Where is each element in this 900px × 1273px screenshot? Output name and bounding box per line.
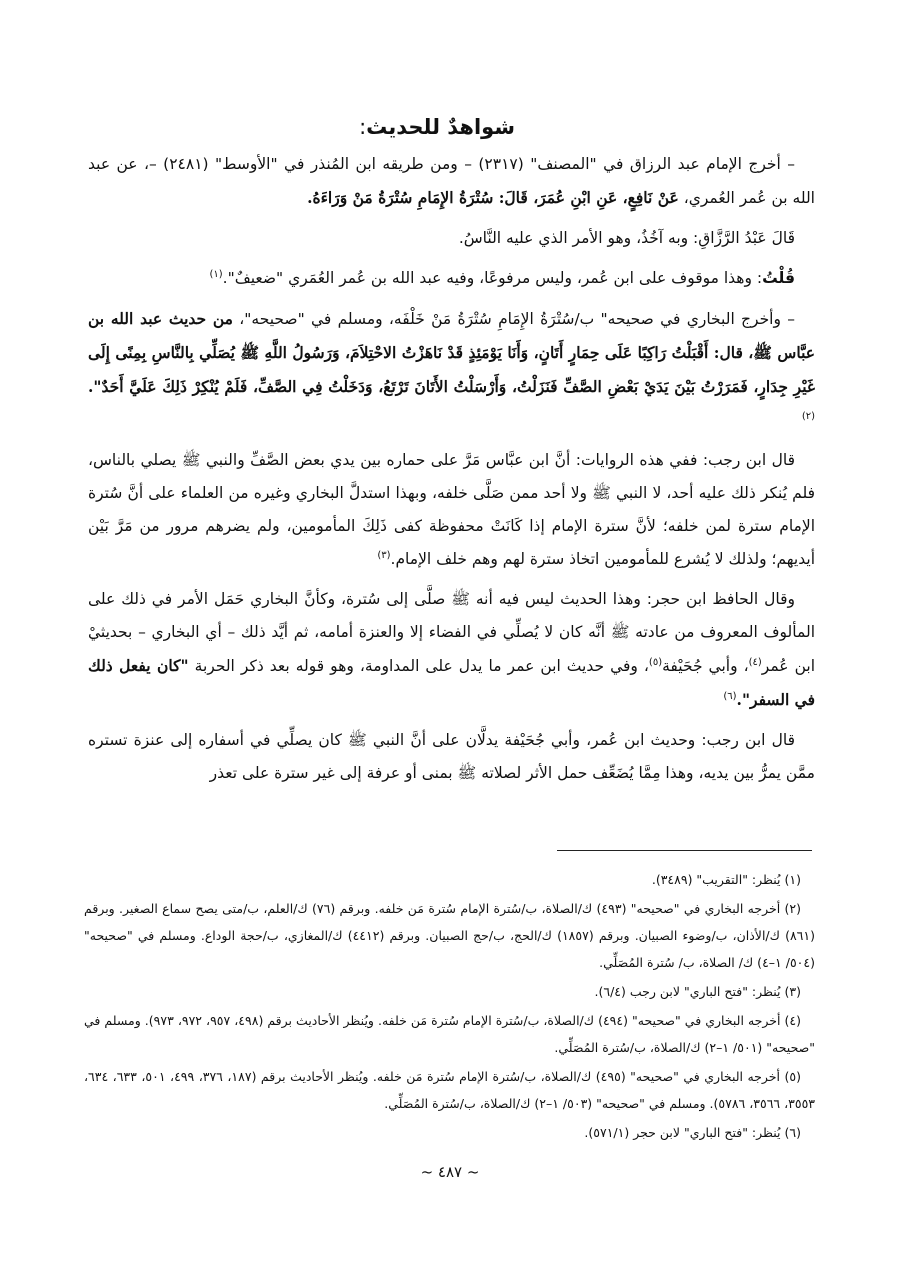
- paragraph-3-text: : وهذا موقوف على ابن عُمر، وليس مرفوعًا، وفيه عبد الله بن عُمر العُمَري "ضعيفٌ".: [222, 269, 763, 287]
- footnote-6: (٦) يُنظر: "فتح الباري" لابن حجر (٥٧١/١).: [584, 1125, 801, 1140]
- footnote-ref-6[interactable]: (٦): [723, 690, 737, 702]
- footnote-4: (٤) أخرجه البخاري في "صحيحه" (٤٩٤) ك/الصلاة، ب/سُترة الإمام سُترة مَن خلفه. ويُنظر الأحاديث برقم (٤٩٨، ٩٥٧، ٩٧٢، ٩٧٣). ومسلم في "صحيحه" (٥٠١/ ١–٢) ك/الصلاة، ب/سُترة المُصَلِّي.: [84, 1013, 815, 1055]
- footnote-ref-1[interactable]: (١): [209, 268, 223, 280]
- paragraph-5: [88, 444, 815, 576]
- footnotes: [84, 866, 815, 1148]
- footnote-5: (٥) أخرجه البخاري في "صحيحه" (٤٩٥) ك/الصلاة، ب/سُترة الإمام سُترة مَن خلفه. ويُنظر الأحاديث برقم (١٨٧، ٣٧٦، ٤٩٩، ٥٠١، ٦٣٣، ٦٣٤، ٣٥٥٣، ٣٥٦٦، ٥٧٨٦). ومسلم في "صحيحه" (٥٠٣/ ١–٢) ك/الصلاة، ب/سُترة المُصَلِّي.: [84, 1069, 815, 1111]
- paragraph-6-text-a: وقال الحافظ ابن حجر: وهذا الحديث ليس فيه أنه ﷺ صلَّى إلى سُترة، وكأنَّ البخاري حَمَل الأمر في ذلك على المألوف المعروف من عادته ﷺ أنَّه كان لا يُصلِّي في الفضاء إلا والعنزة أمامه، ثم أيَّد ذلك – أي البخاري – بحديثيْ ابن عُمر: [88, 590, 816, 675]
- paragraph-1-intro: – أخرج الإمام عبد الرزاق في "المصنف" (٢٣١٧) – ومن طريقه ابن المُنذر في "الأوسط" (٢٤٨١) –، عن عبد الله بن عُمر العُمري،: [88, 155, 815, 207]
- paragraph-2-text: قَالَ عَبْدُ الرَّزَّاقِ: وبه آخُذُ، وهو الأمر الذي عليه النَّاسُ.: [458, 229, 795, 247]
- section-heading-colon: :: [359, 115, 367, 139]
- section-heading: [359, 112, 515, 142]
- footnote-ref-5[interactable]: (٥): [648, 656, 663, 668]
- paragraph-6-text-c: ، وفي حديث ابن عمر ما يدل على المداومة، وهو قوله بعد ذكر الحربة: [188, 657, 649, 675]
- page-number: ~ ٤٨٧ ~: [420, 1163, 480, 1181]
- paragraph-6-quote: "كان يفعل ذلك في السفر".: [88, 656, 815, 709]
- footnote-ref-2[interactable]: (٢): [801, 410, 815, 422]
- paragraph-3-label: قُلْتُ: [762, 269, 795, 287]
- paragraph-6-text-b: ، وأبي جُحَيْفة: [662, 657, 749, 675]
- section-heading-text: شواهدٌ للحديث: [366, 115, 515, 139]
- paragraph-4: [88, 302, 815, 437]
- paragraph-2: [88, 222, 815, 255]
- footnote-ref-3[interactable]: (٣): [377, 549, 391, 561]
- paragraph-7: [88, 724, 815, 790]
- footnote-2: (٢) أخرجه البخاري في "صحيحه" (٤٩٣) ك/الصلاة، ب/سُترة الإمام سُترة مَن خلفه. وبرقم (٧٦) ك/العلم، ب/متى يصح سماع الصغير. وبرقم (٨٦١) ك/الأذان، ب/وضوء الصبيان. وبرقم (١٨٥٧) ك/الحج، ب/حج الصبيان. وبرقم (٤٤١٢) ك/المغازي، ب/حجة الوداع. ومسلم في "صحيحه" (٥٠٤/ ١–٤) ك/ الصلاة، ب/ سُترة المُصَلِّي.: [84, 901, 815, 970]
- paragraph-4-intro: – وأخرج البخاري في صحيحه" ب/سُتْرَةُ الإِمَامِ سُتْرَةُ مَنْ خَلْفَه، ومسلم في "صحيحه"،: [233, 310, 796, 328]
- paragraph-5-text: قال ابن رجب: ففي هذه الروايات: أنَّ ابن عبَّاس مَرَّ على حماره بين يدي بعض الصَّفِّ والنبي ﷺ يصلي بالناس، فلم يُنكر ذلك عليه أحد، لا النبي ﷺ ولا أحد ممن صَلَّى خلفه، وبهذا استدلَّ البخاري وغيره من العلماء على أنَّ سُترة الإمام سترة لمن خلفه؛ لأنَّ سترة الإمام إذا كَانَتْ محفوظة كفى ذَلِكَ المأمومين، ولم يضرهم مرور من مَرَّ بَيْن أيديهم؛ ولذلك لا يُشرع للمأمومين اتخاذ سترة لهم وهم خلف الإمام.: [88, 451, 815, 568]
- footnote-1: (١) يُنظر: "التقريب" (٣٤٨٩).: [651, 872, 801, 887]
- footnote-3: (٣) يُنظر: "فتح الباري" لابن رجب (٦/٤).: [594, 984, 801, 999]
- footnote-ref-4[interactable]: (٤): [748, 656, 762, 668]
- paragraph-1: [88, 148, 815, 215]
- main-text: [88, 148, 815, 797]
- footnote-divider: [557, 850, 812, 851]
- paragraph-3: [88, 262, 815, 295]
- paragraph-1-athar: عَنْ نَافِعٍ، عَنِ ابْنِ عُمَرَ، قَالَ: سُتْرَةُ الإِمَامِ سُتْرَةُ مَنْ وَرَاءَهُ.: [307, 188, 679, 207]
- paragraph-7-text: قال ابن رجب: وحديث ابن عُمر، وأبي جُحَيْفة يدلَّان على أنَّ النبي ﷺ كان يصلِّي في أسفاره إلى عنزة تستره ممَّن يمرُّ بين يديه، وهذا مِمَّا يُضَعِّف حمل الأثر لصلاته ﷺ بمنى أو عرفة إلى غير سترة على تعذر: [88, 731, 815, 782]
- paragraph-4-hadith: من حديث عبد الله بن عبَّاس ﷺ، قال: أَقْبَلْتُ رَاكِبًا عَلَى حِمَارٍ أَتَانٍ، وَأَنَا يَوْمَئِذٍ قَدْ نَاهَزْتُ الاحْتِلاَمَ، وَرَسُولُ اللَّهِ ﷺ يُصَلِّي بِالنَّاسِ بِمِنًى إِلَى غَيْرِ جِدَارٍ، فَمَرَرْتُ بَيْنَ يَدَيْ بَعْضِ الصَّفِّ فَنَزَلْتُ، وَأَرْسَلْتُ الأَتَانَ تَرْتَعُ، وَدَخَلْتُ فِي الصَّفِّ، فَلَمْ يُنْكِرْ ذَلِكَ عَلَيَّ أَحَدٌ".: [88, 309, 815, 396]
- paragraph-6: [88, 583, 815, 717]
